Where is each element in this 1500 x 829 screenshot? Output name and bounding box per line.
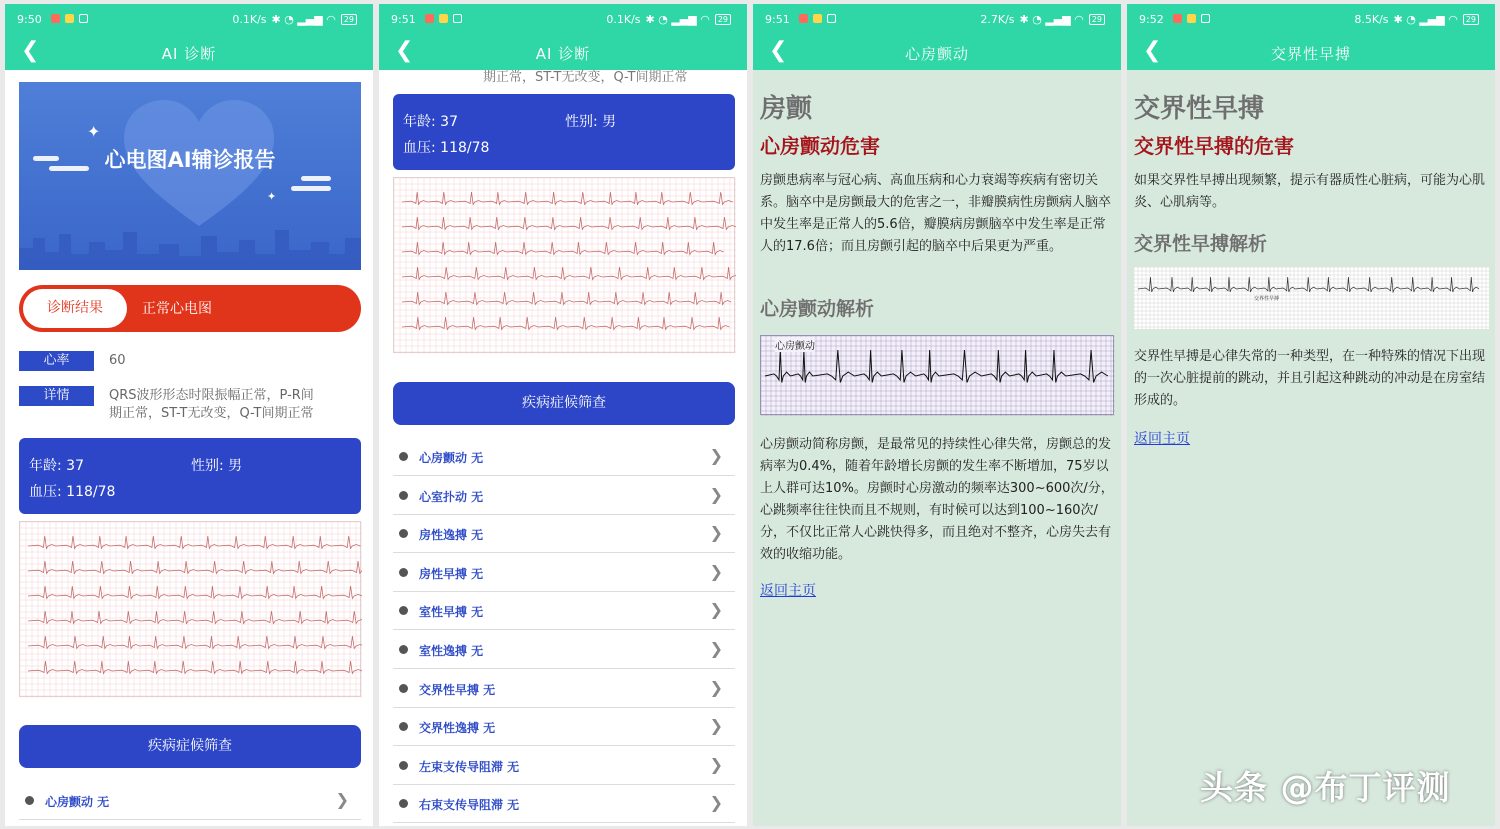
network-status bbox=[232, 13, 357, 26]
banner-title: 心电图AI辅诊报告 bbox=[104, 148, 276, 172]
disease-screening-button[interactable]: 疾病症候筛查 bbox=[393, 382, 735, 425]
report-banner bbox=[19, 82, 361, 270]
status-bar bbox=[1127, 4, 1495, 34]
network-speed: 0.1K/s bbox=[232, 13, 267, 26]
chevron-right-icon: ❯ bbox=[709, 793, 723, 813]
article-heading: 交界性早搏 bbox=[1134, 94, 1265, 124]
status-time: 9:52 bbox=[1139, 13, 1164, 26]
hazard-paragraph: 如果交界性早搏出现频繁，提示有器质性心脏病，可能为心肌炎、心肌病等。 bbox=[1134, 173, 1486, 210]
phone-screen-disease-screening bbox=[379, 4, 747, 826]
ecg-strip-trace bbox=[765, 350, 1108, 383]
status-time: 9:50 bbox=[17, 13, 42, 26]
list-item-label: 室性逸搏 无 bbox=[419, 644, 484, 658]
analysis-heading: 心房颤动解析 bbox=[760, 298, 875, 320]
disease-screening-button[interactable]: 疾病症候筛查 bbox=[19, 725, 361, 768]
ecg-lead-trace bbox=[28, 561, 362, 574]
detail-line-1: QRS波形形态时限振幅正常，P-R间 bbox=[109, 388, 314, 403]
analysis-heading: 交界性早搏解析 bbox=[1134, 233, 1268, 255]
detail-line-2: 期正常，ST-T无改变，Q-T间期正常 bbox=[109, 406, 314, 421]
list-item[interactable] bbox=[393, 515, 735, 553]
decor-dash bbox=[291, 186, 331, 191]
afib-ecg-strip bbox=[760, 335, 1114, 415]
bullet-icon bbox=[399, 645, 408, 654]
list-item[interactable] bbox=[19, 782, 361, 820]
status-bar bbox=[379, 4, 747, 34]
app-bar bbox=[379, 34, 747, 70]
sparkle-icon: ✦ bbox=[87, 122, 101, 141]
patient-sex: 性别: 男 bbox=[565, 114, 617, 130]
ecg-chart bbox=[19, 521, 361, 697]
signal-icon: ✱ ◔ ▂▄▆ ◠ bbox=[271, 13, 336, 26]
phone-screen-atrial-fibrillation bbox=[753, 4, 1121, 826]
bullet-icon bbox=[399, 722, 408, 731]
bullet-icon bbox=[25, 796, 34, 805]
battery-icon: 29 bbox=[715, 14, 731, 25]
patient-blood-pressure: 血压: 118/78 bbox=[29, 484, 116, 500]
patient-info-card bbox=[393, 94, 735, 170]
ecg-lead-trace bbox=[402, 217, 736, 230]
notification-icons bbox=[425, 14, 462, 23]
status-bar bbox=[5, 4, 373, 34]
chevron-right-icon: ❯ bbox=[709, 600, 723, 620]
diagnosis-result-label: 诊断结果 bbox=[23, 289, 127, 328]
page-title: 交界性早搏 bbox=[1270, 45, 1351, 63]
notification-icons bbox=[1173, 14, 1210, 23]
list-item-label: 房性逸搏 无 bbox=[419, 528, 484, 543]
chevron-right-icon: ❯ bbox=[709, 484, 723, 504]
signal-icon: ✱ ◔ ▂▄▆ ◠ bbox=[645, 13, 710, 26]
heart-rate-value: 60 bbox=[109, 353, 126, 368]
junctional-ecg-waveform bbox=[1134, 267, 1489, 329]
decor-dash bbox=[301, 176, 331, 181]
page-title: AI 诊断 bbox=[161, 45, 217, 63]
list-item[interactable] bbox=[393, 438, 735, 476]
notification-icons bbox=[51, 14, 88, 23]
ecg-lead-trace bbox=[28, 611, 362, 624]
return-home-link[interactable]: 返回主页 bbox=[760, 583, 816, 599]
phone-screen-junctional-premature-beat bbox=[1127, 4, 1495, 826]
battery-icon: 29 bbox=[1089, 14, 1105, 25]
article-heading: 房颤 bbox=[760, 94, 813, 124]
patient-sex: 性别: 男 bbox=[191, 458, 243, 474]
page-title: AI 诊断 bbox=[535, 45, 591, 63]
ecg-waveform bbox=[20, 522, 362, 698]
chevron-right-icon: ❯ bbox=[709, 754, 723, 774]
status-time: 9:51 bbox=[765, 13, 790, 26]
chevron-right-icon: ❯ bbox=[709, 639, 723, 658]
list-item[interactable] bbox=[393, 708, 735, 746]
back-arrow-icon[interactable]: ❮ bbox=[769, 38, 788, 63]
ecg-strip-trace bbox=[1138, 277, 1479, 292]
status-bar bbox=[753, 4, 1121, 34]
back-arrow-icon[interactable]: ❮ bbox=[21, 38, 40, 63]
list-item-label: 左束支传导阻滞 无 bbox=[419, 759, 520, 774]
phone-screen-ai-diagnosis-report bbox=[5, 4, 373, 826]
list-item[interactable] bbox=[393, 554, 735, 592]
ecg-lead-trace bbox=[28, 636, 362, 649]
hazard-paragraph: 房颤患病率与冠心病、高血压病和心力衰竭等疾病有密切关系。脑卒中是房颤最大的危害之一，非瓣膜病性房颤病人脑卒中发生率是正常人的5.6倍，瓣膜病房颤脑卒中发生率是正常人的17.6倍；而且房颤引起的脑卒中后果更为严重。 bbox=[760, 173, 1112, 254]
patient-info-card bbox=[19, 438, 361, 514]
list-item[interactable] bbox=[393, 631, 735, 669]
bullet-icon bbox=[399, 452, 408, 461]
ecg-chart bbox=[393, 177, 735, 353]
watermark-text: 头条 @布丁评测 bbox=[1200, 768, 1451, 807]
network-speed: 0.1K/s bbox=[606, 13, 641, 26]
clipped-detail-text: 期正常，ST-T无改变，Q-T间期正常 bbox=[483, 70, 688, 85]
junctional-ecg-strip bbox=[1134, 267, 1489, 329]
chevron-right-icon: ❯ bbox=[335, 790, 349, 809]
network-status bbox=[606, 13, 731, 26]
status-time: 9:51 bbox=[391, 13, 416, 26]
chevron-right-icon: ❯ bbox=[709, 446, 723, 465]
network-speed: 2.7K/s bbox=[980, 13, 1015, 26]
diagnosis-result-value: 正常心电图 bbox=[142, 301, 212, 317]
bullet-icon bbox=[399, 761, 408, 770]
ecg-lead-trace bbox=[402, 192, 733, 205]
chevron-right-icon: ❯ bbox=[709, 677, 723, 697]
city-skyline-graphic bbox=[19, 224, 361, 270]
list-item[interactable] bbox=[393, 592, 735, 630]
heart-rate-label: 心率 bbox=[19, 351, 94, 371]
patient-blood-pressure: 血压: 118/78 bbox=[403, 140, 490, 156]
hazard-heading: 心房颤动危害 bbox=[760, 134, 880, 158]
app-bar bbox=[5, 34, 373, 70]
list-item[interactable] bbox=[393, 477, 735, 515]
detail-label: 详情 bbox=[19, 386, 94, 406]
signal-icon: ✱ ◔ ▂▄▆ ◠ bbox=[1019, 13, 1084, 26]
ecg-lead-trace bbox=[28, 661, 362, 674]
ecg-strip-label: 交界性早搏 bbox=[1254, 296, 1280, 302]
bullet-icon bbox=[399, 491, 408, 500]
page-title: 心房颤动 bbox=[904, 45, 969, 63]
app-bar bbox=[1127, 34, 1495, 70]
bullet-icon bbox=[399, 529, 408, 538]
ecg-lead-trace bbox=[28, 536, 361, 549]
ecg-lead-trace bbox=[402, 317, 729, 330]
list-item[interactable] bbox=[393, 670, 735, 708]
list-item-label: 心房颤动 无 bbox=[45, 795, 110, 809]
bullet-icon bbox=[399, 799, 408, 808]
list-item-label: 房性早搏 无 bbox=[419, 566, 484, 581]
bullet-icon bbox=[399, 568, 408, 577]
back-arrow-icon[interactable]: ❮ bbox=[1143, 38, 1162, 63]
bullet-icon bbox=[399, 684, 408, 693]
battery-icon: 29 bbox=[1463, 14, 1479, 25]
battery-icon: 29 bbox=[341, 14, 357, 25]
notification-icons bbox=[799, 14, 836, 23]
list-item[interactable] bbox=[393, 785, 735, 823]
bullet-icon bbox=[399, 606, 408, 615]
diagnosis-result-bar bbox=[19, 285, 361, 332]
list-item-label: 交界性逸搏 无 bbox=[419, 721, 496, 736]
app-bar bbox=[753, 34, 1121, 70]
ecg-waveform bbox=[394, 178, 736, 354]
network-speed: 8.5K/s bbox=[1354, 13, 1389, 26]
list-item[interactable] bbox=[393, 747, 735, 785]
patient-age: 年龄: 37 bbox=[403, 114, 458, 130]
list-item-label: 右束支传导阻滞 无 bbox=[419, 798, 520, 813]
ecg-lead-trace bbox=[402, 267, 736, 280]
sparkle-icon: ✦ bbox=[267, 190, 277, 203]
analysis-paragraph: 心房颤动简称房颤，是最常见的持续性心律失常，房颤总的发病率为0.4%，随着年龄增长房颤的发生率不断增加，75岁以上人群可达10%。房颤时心房激动的频率达300~600次/分，心跳频率往往快而且不规则，有时候可以达到100~160次/分，不仅比正常人心跳快得多，而且绝对不整齐，心房失去有效的收缩功能。 bbox=[760, 437, 1114, 562]
ecg-strip-label: 心房颤动 bbox=[775, 337, 815, 352]
back-arrow-icon[interactable]: ❮ bbox=[395, 38, 414, 63]
network-status bbox=[1354, 13, 1479, 26]
chevron-right-icon: ❯ bbox=[709, 716, 723, 736]
analysis-paragraph: 交界性早搏是心律失常的一种类型，在一种特殊的情况下出现的一次心脏提前的跳动，并且引起这种跳动的冲动是在房室结形成的。 bbox=[1134, 349, 1486, 408]
chevron-right-icon: ❯ bbox=[709, 523, 723, 543]
return-home-link[interactable]: 返回主页 bbox=[1134, 431, 1190, 447]
network-status bbox=[980, 13, 1105, 26]
hazard-heading: 交界性早搏的危害 bbox=[1134, 134, 1294, 158]
list-item-label: 心室扑动 无 bbox=[419, 489, 484, 504]
list-item-label: 室性早搏 无 bbox=[419, 605, 484, 620]
signal-icon: ✱ ◔ ▂▄▆ ◠ bbox=[1393, 13, 1458, 26]
chevron-right-icon: ❯ bbox=[709, 561, 723, 581]
list-item-label: 心房颤动 无 bbox=[419, 451, 484, 465]
patient-age: 年龄: 37 bbox=[29, 458, 84, 474]
list-item-label: 交界性早搏 无 bbox=[419, 682, 496, 697]
